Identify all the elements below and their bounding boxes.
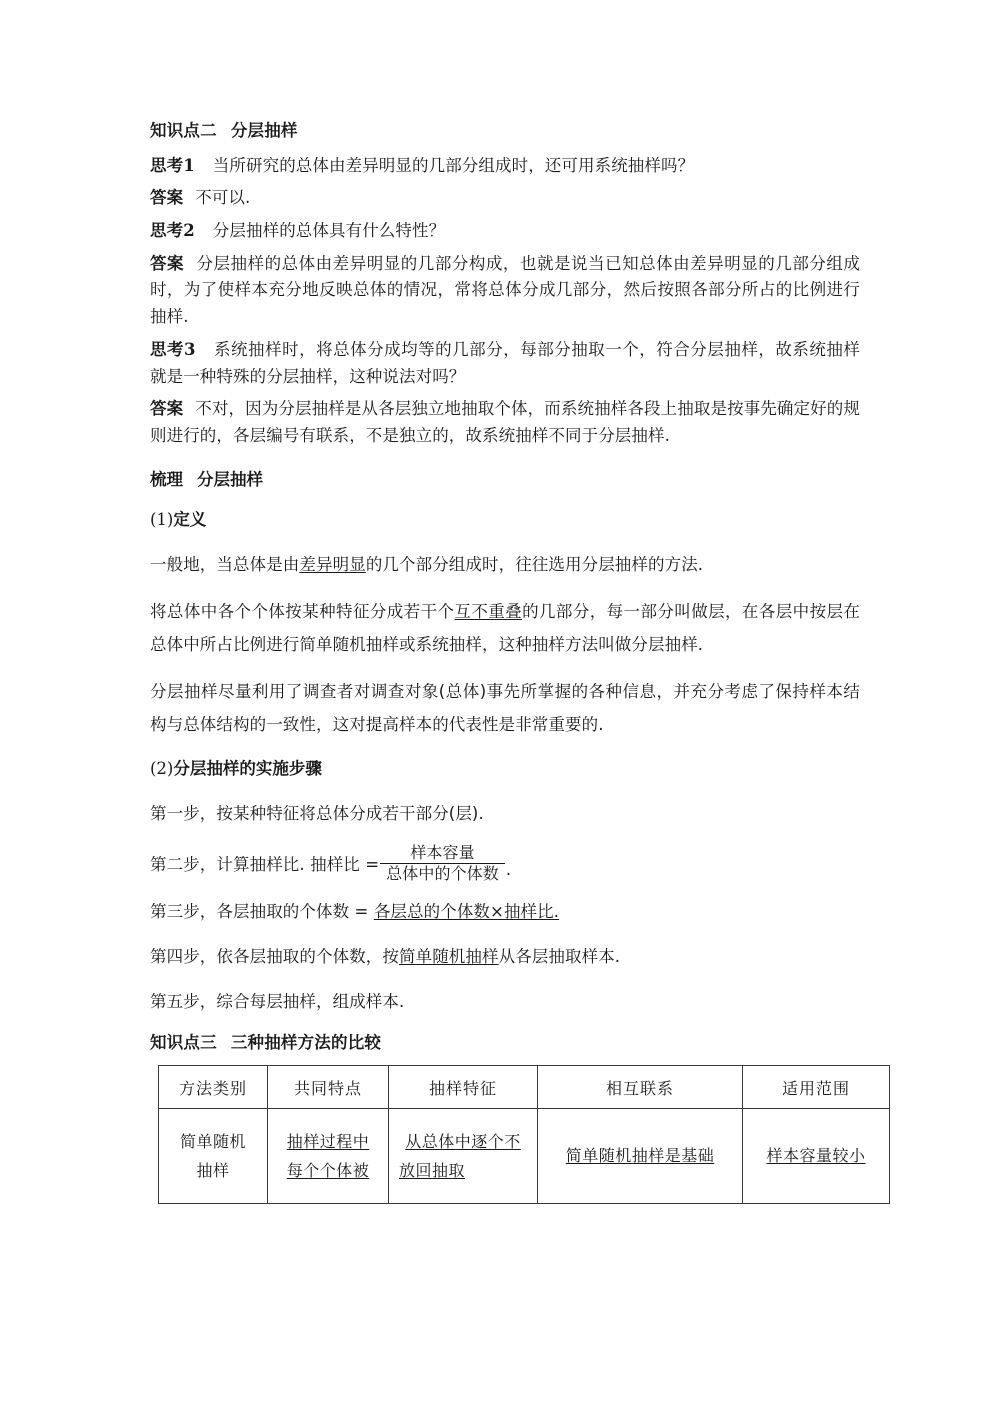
step-three-underlined: 各层总的个体数×抽样比. [373, 901, 560, 921]
answer-1-label: 答案 [150, 188, 184, 208]
fraction-numerator: 样本容量 [410, 842, 475, 862]
section-two-heading [150, 118, 860, 144]
definition-subheading-text: 定义 [173, 509, 207, 529]
think-3-number: 3 [184, 339, 196, 359]
column-header-method: 方法类别 [159, 1066, 268, 1109]
definition-p2-part-a: 将总体中各个个体按某种特征分成若干个 [150, 601, 455, 621]
definition-p1-part-b: 的几个部分组成时，往往选用分层抽样的方法. [365, 554, 704, 574]
definition-p1-part-a: 一般地，当总体是由 [150, 554, 300, 574]
tidy-heading [150, 466, 860, 490]
section-three-heading [150, 1030, 860, 1056]
cell-common [268, 1109, 389, 1204]
cell-scope [743, 1109, 890, 1204]
think-2-text: 分层抽样的总体具有什么特性？ [212, 221, 446, 240]
column-header-scope: 适用范围 [743, 1066, 890, 1109]
table-body [159, 1109, 890, 1204]
definition-paragraph-3: 分层抽样尽量利用了调查者对调查对象(总体)事先所掌握的各种信息，并充分考虑了保持样本结构与总体结构的一致性，这对提高样本的代表性是非常重要的. [150, 681, 860, 734]
think-1 [150, 153, 860, 180]
step-two [150, 844, 860, 883]
think-1-text: 当所研究的总体由差异明显的几部分组成时，还可用系统抽样吗？ [212, 155, 695, 175]
answer-2-text: 分层抽样的总体由差异明显的几部分构成，也就是说当已知总体由差异明显的几部分组成时，为了使样本充分地反映总体的情况，常将总体分成几部分，然后按照各部分所占的比例进行抽样. [150, 253, 861, 327]
step-one: 第一步，按某种特征将总体分成若干部分(层). [150, 803, 484, 823]
cell-method-line-1: 简单随机 [179, 1131, 246, 1151]
definition-p1-underlined: 差异明显 [299, 554, 366, 574]
think-2-label: 思考 [150, 221, 184, 240]
answer-3-label: 答案 [150, 399, 184, 419]
cell-common-line-1: 抽样过程中 [286, 1131, 370, 1151]
section-three-heading-label: 知识点三 [150, 1032, 217, 1052]
cell-feature-line-2: 放回抽取 [399, 1161, 466, 1181]
definition-p2-part-b: 的几部分，每一部分叫做层，在各层中按层在总体中所占比例进行简单随机抽样或系统抽样，这种抽样方法叫做分层抽样. [150, 601, 861, 654]
cell-method-line-2: 抽样 [196, 1161, 230, 1181]
answer-1 [150, 185, 860, 212]
cell-method [159, 1109, 268, 1204]
sampling-comparison-table [158, 1065, 890, 1204]
section-two-heading-title: 分层抽样 [230, 121, 298, 140]
table-header-row [159, 1066, 890, 1109]
cell-feature [389, 1109, 538, 1204]
column-header-relation: 相互联系 [538, 1066, 743, 1109]
think-3-label: 思考 [150, 339, 185, 359]
cell-scope-text: 样本容量较小 [766, 1146, 866, 1166]
step-four-part-a: 第四步，依各层抽取的个体数，按 [150, 946, 399, 966]
cell-relation-text: 简单随机抽样是基础 [565, 1146, 715, 1166]
step-four-part-b: 从各层抽取样本. [498, 946, 621, 966]
think-3 [150, 337, 860, 390]
cell-feature-line-1: 从总体中逐个不 [405, 1131, 521, 1151]
step-three [150, 895, 860, 928]
answer-2 [150, 251, 860, 331]
step-two-suffix: . [505, 859, 512, 879]
think-1-number: 1 [183, 155, 195, 175]
column-header-common: 共同特点 [268, 1066, 389, 1109]
answer-2-label: 答案 [150, 253, 185, 273]
answer-3-text: 不对，因为分层抽样是从各层独立地抽取个体，而系统抽样各段上抽取是按事先确定好的规则进行的，各层编号有联系，不是独立的，故系统抽样不同于分层抽样. [150, 399, 861, 446]
answer-1-text: 不可以. [195, 188, 251, 208]
tidy-heading-title: 分层抽样 [197, 469, 263, 489]
definition-p2-underlined: 互不重叠 [454, 601, 523, 621]
step-four-underlined: 简单随机抽样 [399, 946, 499, 966]
steps-subheading-number: (2) [150, 758, 174, 778]
steps-subheading-text: 分层抽样的实施步骤 [173, 758, 322, 778]
think-2 [150, 218, 860, 245]
cell-relation [538, 1109, 743, 1204]
tidy-heading-label: 梳理 [150, 469, 183, 489]
cell-common-line-2: 每个个体被 [286, 1161, 370, 1181]
steps-subheading [150, 755, 860, 779]
definition-paragraph-2 [150, 595, 860, 661]
column-header-feature: 抽样特征 [389, 1066, 538, 1109]
think-1-label: 思考 [150, 155, 184, 175]
step-three-part-a: 第三步，各层抽取的个体数 = [150, 901, 374, 921]
step-four [150, 940, 860, 973]
table-row [159, 1109, 890, 1204]
think-3-text: 系统抽样时，将总体分成均等的几部分，每部分抽取一个，符合分层抽样，故系统抽样就是一种特殊的分层抽样，这种说法对吗？ [150, 339, 860, 386]
section-three-heading-title: 三种抽样方法的比较 [230, 1032, 382, 1052]
fraction-denominator: 总体中的个体数 [380, 863, 505, 883]
sampling-ratio-fraction [380, 844, 505, 883]
section-two-heading-label: 知识点二 [150, 121, 217, 140]
definition-subheading [150, 506, 860, 530]
definition-subheading-number: (1) [150, 509, 174, 529]
step-five: 第五步，综合每层抽样，组成样本. [150, 991, 405, 1011]
table-header [159, 1066, 890, 1109]
step-two-prefix: 第二步，计算抽样比. 抽样比 = [150, 855, 380, 875]
definition-paragraph-1 [150, 548, 860, 581]
think-2-number: 2 [183, 221, 195, 240]
answer-3 [150, 396, 860, 449]
